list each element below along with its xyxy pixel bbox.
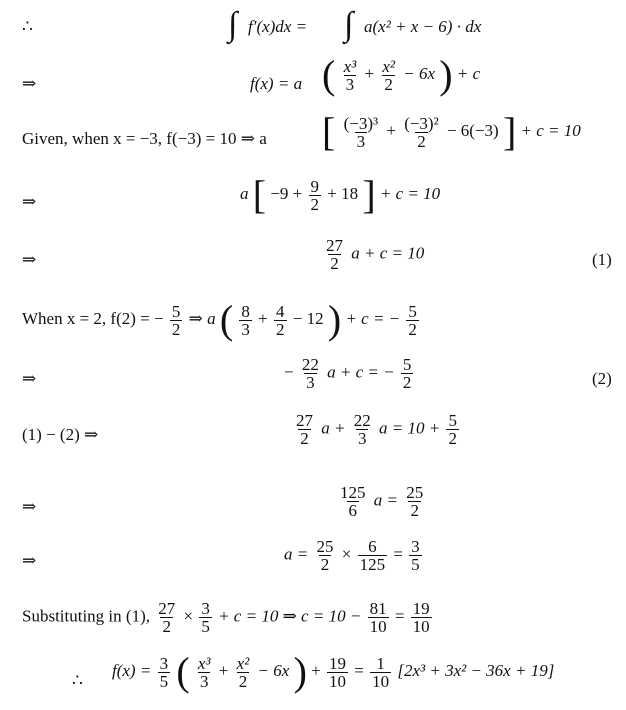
term: + 18 [327,183,359,203]
term-end: + c = 10 [520,120,581,140]
line1-lhs: f′(x)dx = [248,17,308,36]
frac-num: 5 [171,301,181,321]
frac-num: 22 [353,411,371,430]
line7-expr [284,356,415,391]
line-4 [22,172,622,225]
line1-rhs: a(x² + x − 6) · dx [364,17,482,36]
implies-symbol: ⇒ [22,369,37,388]
frac-den: 3 [356,131,366,151]
term: ⇒ a [188,308,216,328]
line-2 [22,52,622,105]
frac-num: 3 [411,537,420,556]
frac-num: 3 [159,653,169,673]
implies-symbol: ⇒ [22,74,37,93]
frac-num: 5 [448,411,457,430]
line8-lead: (1) − (2) ⇒ [22,425,99,444]
line-1 [22,6,622,43]
frac-den: 3 [345,74,355,94]
plus: + [311,660,321,680]
line2-lhs: f(x) = a [250,74,303,93]
frac-num: 27 [296,411,313,430]
frac-num: 3 [201,599,210,618]
frac-num: 8 [241,301,250,321]
line2-paren: ( $\frac{\text{x³}}{3}$ + $\frac{\text{x²}}{2}$ − 6x ) + c [322,52,481,97]
term-end: + c [456,63,481,83]
frac-num: 1 [376,653,385,673]
frac-num: (−3)² [404,113,439,133]
frac-num: x³ [343,56,357,76]
equals: = [393,544,403,564]
frac-num: 81 [369,599,387,618]
frac-num: 5 [408,301,417,321]
frac-den: 5 [159,671,169,691]
line-6 [22,296,622,346]
frac-num: 4 [276,301,285,321]
frac-den: 10 [412,617,430,636]
term: + c = 10 ⇒ c = 10 − [218,606,362,626]
line-11 [22,598,622,644]
frac-den: 2 [448,429,457,448]
implies-symbol: ⇒ [22,497,37,516]
line-3 [22,109,622,162]
minus: − [284,362,294,382]
therefore-symbol: ∴ [72,671,83,690]
equation-number: (2) [592,369,612,388]
term-end: + c = − [345,308,401,328]
frac-den: 125 [359,555,386,574]
equation-number: (1) [592,250,612,269]
lead: Substituting in (1), [22,606,150,626]
frac-den: 2 [162,617,171,636]
frac-den: 2 [410,501,419,520]
line-9 [22,482,622,528]
line5-expr [322,237,424,272]
frac-den: 2 [408,319,417,339]
frac-num: x² [236,653,250,673]
frac-num: 22 [301,355,319,374]
frac-num: 19 [412,599,430,618]
plus: + [364,63,375,83]
frac-den: 3 [357,429,367,448]
term: a = 10 + [378,418,441,438]
line-10 [22,536,622,582]
frac-num: 9 [310,176,320,196]
line11-expr [22,600,434,635]
frac-num: 27 [326,236,343,255]
frac-num: 5 [402,355,412,374]
equals: = [354,660,364,680]
polynomial: [2x³ + 3x² − 36x + 19] [397,660,555,680]
frac-den: 6 [348,501,357,520]
implies-symbol: ⇒ [22,250,37,269]
therefore-symbol: ∴ [22,17,33,36]
line3-lead: Given, when x = −3, f(−3) = 10 ⇒ a [22,129,267,148]
line3-bracket: [ $\frac{\text{(−3)³}}{3}$ + $\frac{\text{(−3)²}}{2}$ − 6(−3) ] + c = 10 [322,109,581,154]
term: −9 + [270,183,303,203]
term: − 6x [257,660,290,680]
equals: = [394,606,405,626]
line9-expr [336,484,427,519]
line10-expr [284,538,424,573]
frac-num: x² [382,56,395,76]
term-end: + c = 10 [379,183,441,203]
frac-den: 2 [384,74,393,94]
times: × [341,544,352,564]
coef: a [240,183,249,203]
frac-den: 2 [330,254,339,273]
lead: When x = 2, f(2) = − [22,308,164,328]
frac-den: 2 [300,429,309,448]
frac-den: 2 [320,555,330,574]
frac-den: 10 [372,671,390,691]
lhs: f(x) = [112,660,152,680]
line8-expr [292,412,461,447]
integral-sign: ∫ [228,6,238,43]
frac-den: 2 [171,319,181,339]
term: a + c = − [327,362,395,382]
frac-num: x³ [197,653,211,673]
term: a = [373,490,398,510]
term: a + [321,418,346,438]
term: − 12 [292,308,324,328]
frac-den: 5 [411,555,420,574]
line-7 [22,356,622,402]
frac-num: 19 [329,653,346,673]
frac-den: 5 [201,617,210,636]
term: − 6x [403,63,436,83]
frac-den: 3 [241,319,250,339]
frac-den: 10 [329,671,346,691]
implies-symbol: ⇒ [22,551,37,570]
frac-den: 2 [238,671,248,691]
frac-den: 2 [402,373,412,392]
term: a + c = 10 [351,243,425,263]
integral-sign-2: ∫ [344,6,354,43]
frac-num: 6 [368,537,377,556]
frac-den: 2 [276,319,285,339]
line-12 [22,649,622,704]
frac-den: 2 [310,194,320,214]
frac-num: 27 [158,599,176,618]
term: − 6(−3) [446,120,499,140]
frac-num: (−3)³ [343,113,379,133]
line-5 [22,235,622,281]
line-8 [22,410,622,456]
implies-symbol: ⇒ [22,192,37,211]
frac-num: 25 [316,537,334,556]
line4-expr: a [ −9 + $\frac{9}{2}$ + 18 ] + c = 10 [240,172,441,217]
line6-expr: When x = 2, f(2) = − $\frac{5}{2}$ ⇒ a ( $\frac{8}{3}$ + $\frac{4}{2}$ − 12 ) + c = − $\frac{5}{2}$ [22,297,417,342]
frac-num: 25 [406,483,424,502]
frac-den: 3 [306,373,315,392]
frac-den: 10 [369,617,387,636]
frac-den: 3 [199,671,209,691]
line12-expr: f(x) = $\frac{3}{5}$ ( $\frac{\text{x³}}{3}$ + $\frac{\text{x²}}{2}$ − 6x ) + $\frac{19}{10}$ = $\frac{1}{10}$ [2x³ + 3x² − 36x + 19] [112,649,555,694]
frac-den: 2 [417,131,426,151]
frac-num: 125 [340,483,366,502]
term: a = [284,544,309,564]
times: × [183,606,194,626]
